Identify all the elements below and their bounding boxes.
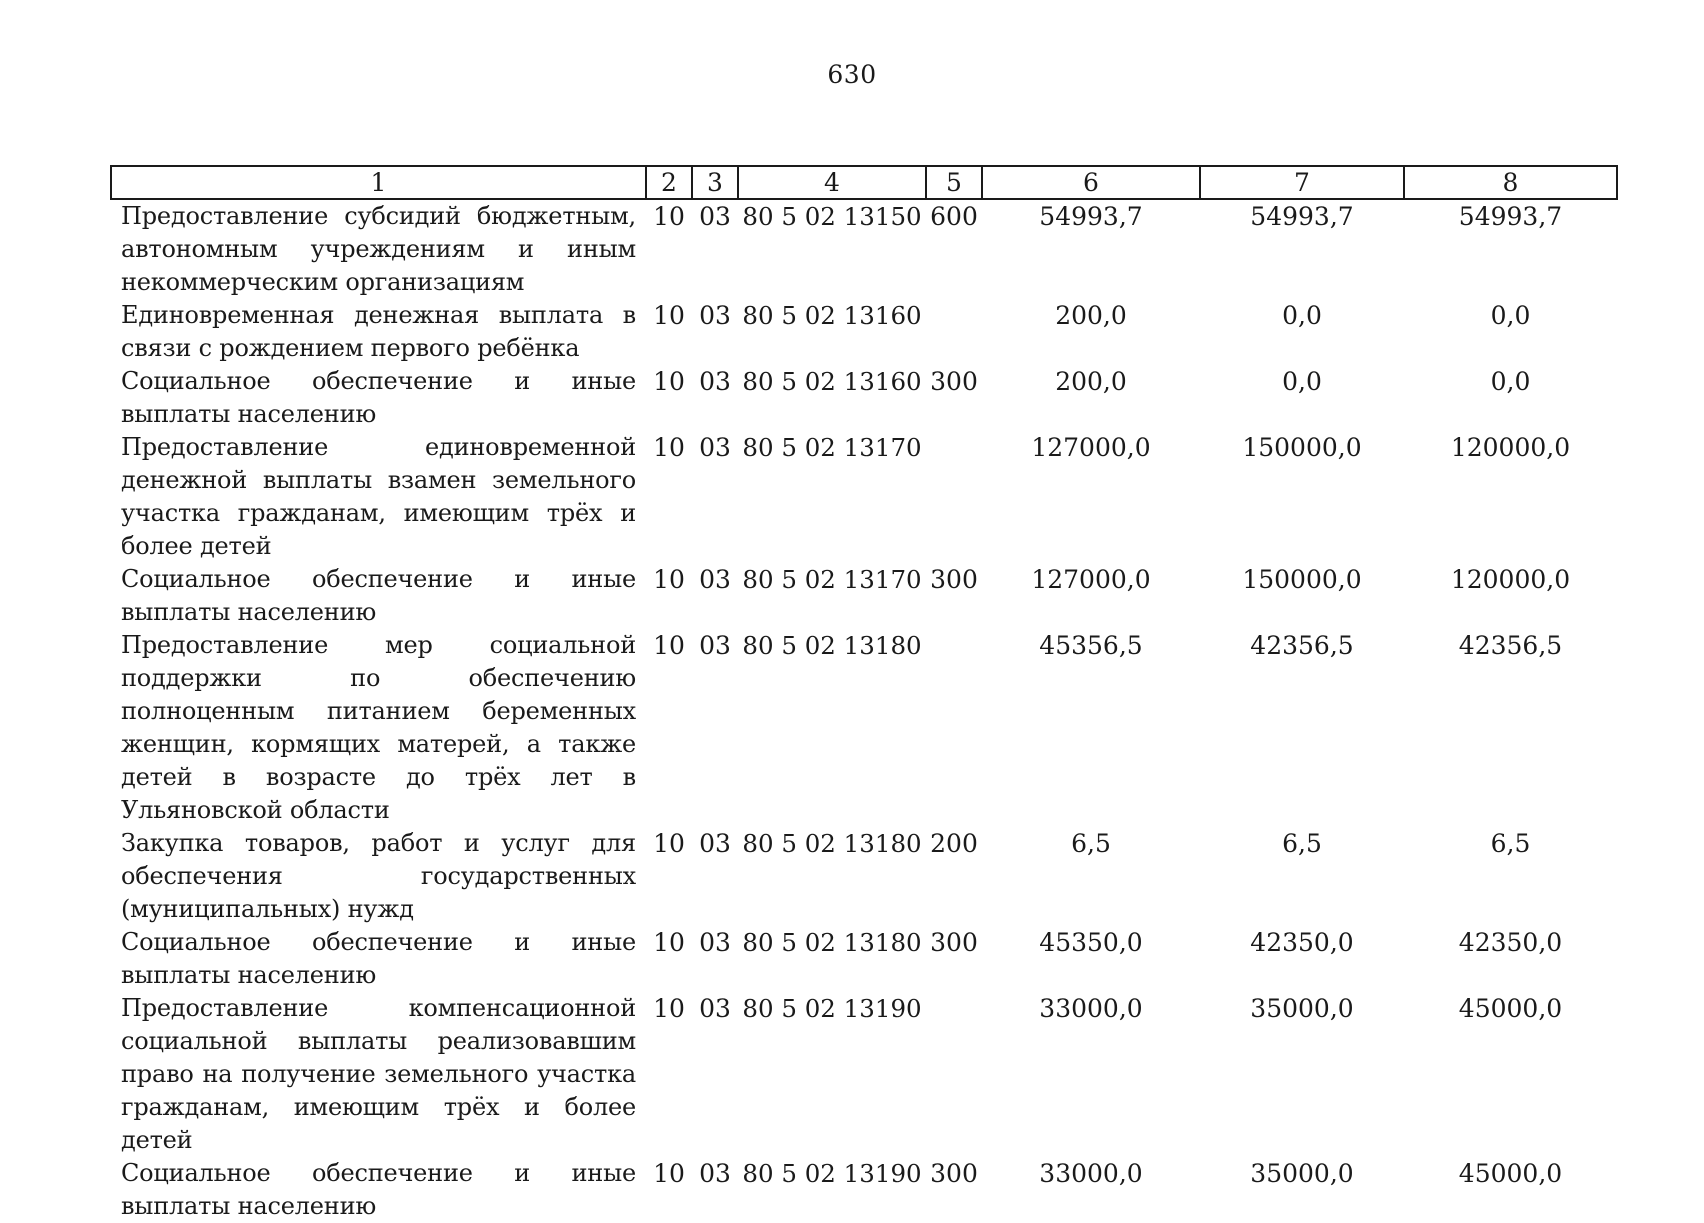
- cell-target-code: 80 5 02 13190: [742, 994, 922, 1023]
- header-col-1: 1: [111, 166, 646, 199]
- header-col-2: 2: [646, 166, 692, 199]
- cell-expense-type: [926, 992, 982, 1157]
- cell-name: Социальное обеспечение и иные выплаты населению: [121, 1159, 636, 1220]
- cell-section: 10: [653, 928, 685, 957]
- cell-amount-col7: 150000,0: [1242, 565, 1362, 594]
- cell-amount-col8: 45000,0: [1458, 994, 1563, 1023]
- header-col-3: 3: [692, 166, 738, 199]
- cell-subsection: 03: [699, 994, 731, 1023]
- table-row: [111, 299, 1617, 365]
- cell-subsection: 03: [699, 202, 731, 231]
- cell-expense-type: 300: [930, 928, 978, 957]
- table-row: [111, 431, 1617, 563]
- cell-amount-col8: 120000,0: [1450, 565, 1571, 594]
- cell-section: 10: [653, 433, 685, 462]
- header-row: [111, 166, 1617, 199]
- table-row: [111, 827, 1617, 926]
- cell-amount-col8: 6,5: [1490, 829, 1531, 858]
- header-col-6: 6: [982, 166, 1200, 199]
- cell-section: 10: [653, 367, 685, 396]
- cell-amount-col7: 54993,7: [1250, 202, 1354, 231]
- cell-amount-col6: 127000,0: [1031, 433, 1151, 462]
- cell-amount-col6: 127000,0: [1031, 565, 1151, 594]
- cell-target-code: 80 5 02 13180: [742, 829, 922, 858]
- cell-subsection: 03: [699, 367, 731, 396]
- cell-amount-col6: 54993,7: [1039, 202, 1143, 231]
- table-row: [111, 365, 1617, 431]
- table-row: [111, 563, 1617, 629]
- cell-expense-type: 300: [930, 565, 978, 594]
- table-row: [111, 926, 1617, 992]
- cell-subsection: 03: [699, 631, 731, 660]
- cell-target-code: 80 5 02 13160: [742, 367, 922, 396]
- cell-amount-col7: 35000,0: [1250, 994, 1354, 1023]
- cell-name: Предоставление единовременной денежной выплаты взамен земельного участка гражданам, имеющим трёх и более детей: [121, 433, 636, 560]
- cell-amount-col8: 45000,0: [1458, 1159, 1563, 1188]
- header-col-5: 5: [926, 166, 982, 199]
- cell-name: Социальное обеспечение и иные выплаты населению: [121, 928, 636, 989]
- cell-target-code: 80 5 02 13190: [742, 1159, 922, 1188]
- table-row: [111, 1157, 1617, 1223]
- table-row: [111, 199, 1617, 299]
- table-body: [111, 199, 1617, 1223]
- header-col-8: 8: [1404, 166, 1617, 199]
- cell-section: 10: [653, 631, 685, 660]
- cell-target-code: 80 5 02 13170: [742, 433, 922, 462]
- cell-name: Социальное обеспечение и иные выплаты населению: [121, 565, 636, 626]
- cell-section: 10: [653, 301, 685, 330]
- cell-section: 10: [653, 829, 685, 858]
- cell-section: 10: [653, 1159, 685, 1188]
- cell-expense-type: 600: [930, 202, 978, 231]
- cell-amount-col6: 33000,0: [1039, 1159, 1143, 1188]
- cell-amount-col8: 120000,0: [1450, 433, 1571, 462]
- cell-name: Единовременная денежная выплата в связи с рождением первого ребёнка: [121, 301, 636, 362]
- cell-amount-col8: 54993,7: [1458, 202, 1563, 231]
- cell-amount-col6: 200,0: [1055, 301, 1127, 330]
- cell-amount-col7: 150000,0: [1242, 433, 1362, 462]
- cell-expense-type: [926, 629, 982, 827]
- header-col-4: 4: [738, 166, 926, 199]
- budget-table: [110, 165, 1618, 1223]
- cell-subsection: 03: [699, 829, 731, 858]
- cell-subsection: 03: [699, 1159, 731, 1188]
- cell-name: Предоставление мер социальной поддержки по обеспечению полноценным питанием беременных женщин, кормящих матерей, а также детей в возрасте до трёх лет в Ульяновской области: [121, 631, 636, 824]
- cell-name: Предоставление субсидий бюджетным, автономным учреждениям и иным некоммерческим организациям: [121, 202, 636, 296]
- table-row: [111, 992, 1617, 1157]
- cell-name: Социальное обеспечение и иные выплаты населению: [121, 367, 636, 428]
- cell-amount-col6: 45350,0: [1039, 928, 1143, 957]
- cell-amount-col7: 6,5: [1282, 829, 1322, 858]
- cell-amount-col7: 42356,5: [1250, 631, 1354, 660]
- cell-target-code: 80 5 02 13150: [742, 202, 922, 231]
- table-header: [111, 166, 1617, 199]
- cell-amount-col8: 0,0: [1490, 367, 1531, 396]
- cell-expense-type: 300: [930, 367, 978, 396]
- cell-amount-col7: 42350,0: [1250, 928, 1354, 957]
- cell-target-code: 80 5 02 13170: [742, 565, 922, 594]
- cell-amount-col6: 6,5: [1071, 829, 1111, 858]
- cell-subsection: 03: [699, 928, 731, 957]
- cell-amount-col6: 200,0: [1055, 367, 1127, 396]
- cell-expense-type: [926, 299, 982, 365]
- cell-target-code: 80 5 02 13160: [742, 301, 922, 330]
- cell-target-code: 80 5 02 13180: [742, 631, 922, 660]
- cell-amount-col7: 0,0: [1282, 301, 1322, 330]
- cell-target-code: 80 5 02 13180: [742, 928, 922, 957]
- cell-section: 10: [653, 565, 685, 594]
- cell-section: 10: [653, 202, 685, 231]
- cell-amount-col6: 33000,0: [1039, 994, 1143, 1023]
- cell-expense-type: [926, 431, 982, 563]
- table-row: [111, 629, 1617, 827]
- cell-subsection: 03: [699, 301, 731, 330]
- cell-amount-col7: 35000,0: [1250, 1159, 1354, 1188]
- cell-amount-col6: 45356,5: [1039, 631, 1143, 660]
- header-col-7: 7: [1200, 166, 1404, 199]
- cell-amount-col8: 42350,0: [1458, 928, 1563, 957]
- cell-amount-col8: 42356,5: [1458, 631, 1563, 660]
- cell-section: 10: [653, 994, 685, 1023]
- cell-amount-col8: 0,0: [1490, 301, 1531, 330]
- cell-expense-type: 300: [930, 1159, 978, 1188]
- cell-amount-col7: 0,0: [1282, 367, 1322, 396]
- budget-table-container: [110, 165, 1616, 1223]
- cell-name: Предоставление компенсационной социальной выплаты реализовавшим право на получение земельного участка гражданам, имеющим трёх и более детей: [121, 994, 636, 1154]
- cell-name: Закупка товаров, работ и услуг для обеспечения государственных (муниципальных) нужд: [121, 829, 636, 923]
- cell-subsection: 03: [699, 433, 731, 462]
- page-number: 630: [827, 60, 877, 89]
- cell-expense-type: 200: [930, 829, 978, 858]
- cell-subsection: 03: [699, 565, 731, 594]
